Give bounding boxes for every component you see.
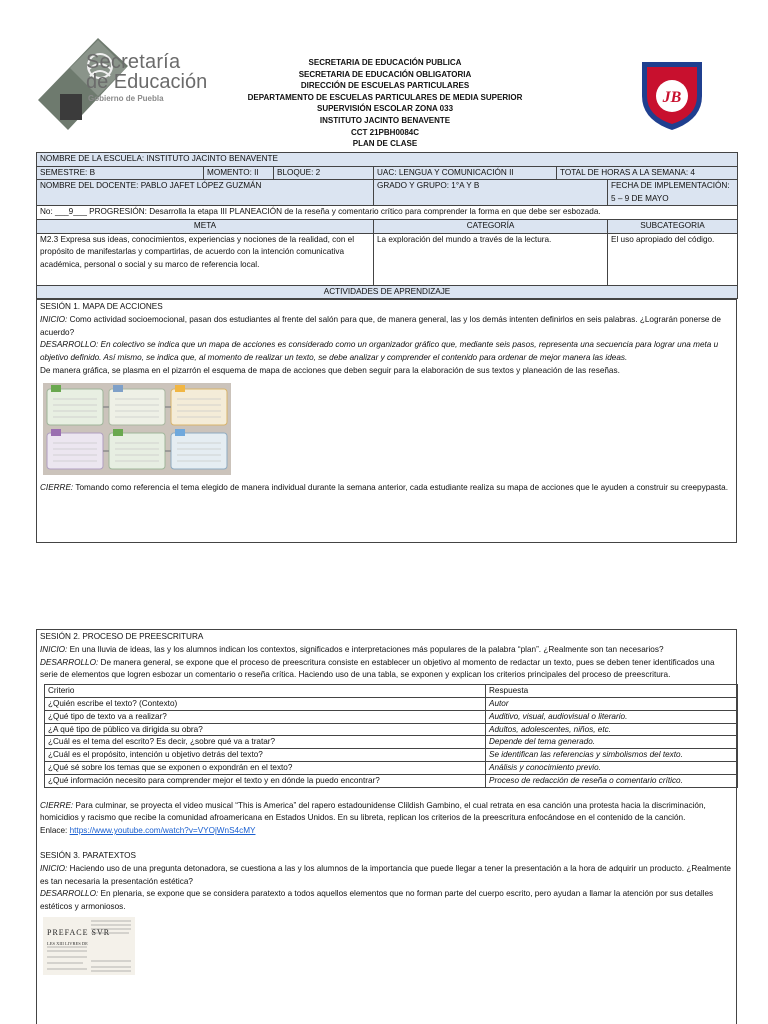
criteria-cell: ¿Cuál es el propósito, intención u objetivo detrás del texto? xyxy=(45,749,486,762)
block: BLOQUE: 2 xyxy=(274,166,374,180)
session3-title: SESIÓN 3. PARATEXTOS xyxy=(40,850,137,860)
session2-block xyxy=(36,629,737,1024)
session2-desarrollo xyxy=(40,657,733,683)
cierre-text: Para culminar, se proyecta el video musical “This is America” del rapero estadounidense Clildish Gambino, el cual retrata en esa canción una protesta hacia la discriminación, homicidios y racismo que recibe la comunidad afroamericana en Estados Unidos. En su libreta, replican los criterios de la preescritura enfocándose en el contenido de la canción. xyxy=(40,800,706,823)
header-line: DEPARTAMENTO DE ESCUELAS PARTICULARES DE MEDIA SUPERIOR xyxy=(247,92,523,102)
desarrollo-label: DESARROLLO: xyxy=(40,340,99,350)
session3-inicio xyxy=(40,863,733,889)
inicio-text: En una lluvia de ideas, las y los alumnos indican los contextos, significados e interpretaciones más populares de la palabra “plan”. ¿Realmente son tan necesarios? xyxy=(67,644,664,654)
response-cell: Autor xyxy=(486,697,738,710)
criteria-header: Criterio xyxy=(45,685,486,698)
category-text: La exploración del mundo a través de la lectura. xyxy=(374,233,608,285)
criteria-cell: ¿Qué información necesito para comprender mejor el texto y en dónde la puedo encontrar? xyxy=(45,774,486,787)
inicio-label: INICIO: xyxy=(40,644,68,654)
criteria-cell: ¿Qué sé sobre los temas que se exponen o expondrán en el texto? xyxy=(45,761,486,774)
category-header: CATEGORÍA xyxy=(374,219,608,233)
progression: No: ___9___ PROGRESIÓN: Desarrolla la etapa III PLANEACIÓN de la reseña y comentario crítico para comprender la forma en que debe ser esbozada. xyxy=(37,206,738,220)
plan-info-table xyxy=(36,152,738,299)
subcategory-header: SUBCATEGORIA xyxy=(608,219,738,233)
response-header: Respuesta xyxy=(486,685,738,698)
logo-subtitle: Gobierno de Puebla xyxy=(88,94,164,103)
cierre-label: CIERRE: xyxy=(40,482,74,492)
table-row xyxy=(45,697,738,710)
semester: SEMESTRE: B xyxy=(37,166,204,180)
teacher-name: NOMBRE DEL DOCENTE: PABLO JAFET LÓPEZ GUZMÁN xyxy=(37,180,374,206)
logo-title-line2: de Educación xyxy=(86,71,208,93)
desarrollo-text: En colectivo se indica que un mapa de acciones es considerado como un organizador gráfico que, mediante seis pasos, representa una secuencia para lograr una meta u objetivo definido. Así mismo, se indica que, al momento de realizar un texto, se debe analizar y comprender el contenido para ordenar de mejor manera las ideas. xyxy=(40,340,719,363)
meta-header: META xyxy=(37,219,374,233)
grade-group: GRADO Y GRUPO: 1°A Y B xyxy=(374,180,608,206)
table-row xyxy=(45,774,738,787)
total-hours: TOTAL DE HORAS A LA SEMANA: 4 xyxy=(557,166,738,180)
svg-text:JB: JB xyxy=(662,89,682,106)
link-label: Enlace: xyxy=(40,826,70,836)
criteria-table xyxy=(44,684,738,787)
school-name: NOMBRE DE LA ESCUELA: INSTITUTO JACINTO BENAVENTE xyxy=(37,153,738,167)
header-line: INSTITUTO JACINTO BENAVENTE xyxy=(319,115,451,125)
response-cell: Análisis y conocimiento previo. xyxy=(486,761,738,774)
response-cell: Auditivo, visual, audiovisual o literario. xyxy=(486,710,738,723)
inicio-label: INICIO: xyxy=(40,314,68,324)
paratext-book-image xyxy=(43,917,135,975)
table-row xyxy=(45,736,738,749)
header-line: CCT 21PBH0084C xyxy=(350,127,420,137)
criteria-cell: ¿A qué tipo de público va dirigida su obra? xyxy=(45,723,486,736)
header-line: SUPERVISIÓN ESCOLAR ZONA 033 xyxy=(316,104,454,114)
inicio-label: INICIO: xyxy=(40,863,68,873)
session2-link-line xyxy=(40,825,733,838)
book-title: PREFACE SVR xyxy=(47,927,111,937)
meta-text: M2.3 Expresa sus ideas, conocimientos, experiencias y nociones de la realidad, con el propósito de manifestarlas y compartirlas, de acuerdo con la intención comunicativa académica, personal o social y su marco de referencia local. xyxy=(37,233,374,285)
table-row xyxy=(45,761,738,774)
session3-desarrollo xyxy=(40,888,733,914)
desarrollo-label: DESARROLLO: xyxy=(40,657,99,667)
criteria-cell: ¿Quién escribe el texto? (Contexto) xyxy=(45,697,486,710)
session2-title: SESIÓN 2. PROCESO DE PREESCRITURA xyxy=(40,632,204,641)
session1-grafica: De manera gráfica, se plasma en el pizarrón el esquema de mapa de acciones que deben seguir para la elaboración de sus textos y planeación de las reseñas. xyxy=(40,365,620,375)
inicio-text: Haciendo uso de una pregunta detonadora, se cuestiona a las y los alumnos de la importancia que puede llegar a tener la presentación a la hora de adquirir un producto. ¿Realmente es tan necesaria la presentación estética? xyxy=(40,863,731,886)
date-value: 5 – 9 DE MAYO xyxy=(611,193,669,203)
inicio-text: Como actividad socioemocional, pasan dos estudiantes al frente del salón para que, de manera general, las y los demás intenten definirlos en seis palabras. ¿Lograrán ponerse de acuerdo? xyxy=(40,314,721,337)
institute-shield-logo xyxy=(640,58,704,132)
session1-cierre xyxy=(40,482,733,495)
implementation-date xyxy=(608,180,738,206)
uac: UAC: LENGUA Y COMUNICACIÓN II xyxy=(374,166,557,180)
document-header xyxy=(0,0,768,152)
moment: MOMENTO: II xyxy=(204,166,274,180)
cierre-label: CIERRE: xyxy=(40,800,74,810)
session1-desarrollo xyxy=(40,339,733,365)
response-cell: Proceso de redacción de reseña o comentario crítico. xyxy=(486,774,738,787)
logo-title-line1: Secretaría xyxy=(86,51,181,73)
session2-inicio xyxy=(40,644,733,657)
subcategory-text: El uso apropiado del código. xyxy=(608,233,738,285)
header-line: SECRETARIA DE EDUCACIÓN OBLIGATORIA xyxy=(298,69,472,79)
date-label: FECHA DE IMPLEMENTACIÓN: xyxy=(611,181,730,191)
header-line: SECRETARIA DE EDUCACIÓN PUBLICA xyxy=(308,58,462,67)
session2-cierre xyxy=(40,800,733,826)
session1-block xyxy=(36,299,737,543)
table-row xyxy=(45,723,738,736)
book-subtitle: LES XIII LIVRES DE xyxy=(47,940,88,946)
table-row xyxy=(45,710,738,723)
desarrollo-text: De manera general, se expone que el proceso de preescritura consiste en establecer un objetivo al momento de redactar un texto, pues se deben tener identificados una serie de elementos que logren esbozar un comentario o reseña crítica. Haciendo uso de una tabla, se exponen y explican los criterios principales del proceso de preescritura. xyxy=(40,657,715,680)
response-cell: Se identifican las referencias y simbolismos del texto. xyxy=(486,749,738,762)
table-row xyxy=(45,749,738,762)
desarrollo-label: DESARROLLO: xyxy=(40,889,99,899)
desarrollo-text: En plenaria, se expone que se considera paratexto a todos aquellos elementos que no forman parte del cuerpo escrito, pero ayudan a llamar la atención por sus detalles estéticos y armoniosos. xyxy=(40,889,714,912)
header-line: PLAN DE CLASE xyxy=(352,139,418,149)
header-institution-block xyxy=(230,57,540,150)
youtube-link[interactable]: https://www.youtube.com/watch?v=VYOjWnS4cMY xyxy=(69,826,256,836)
response-cell: Depende del tema generado. xyxy=(486,736,738,749)
session1-title: SESIÓN 1. MAPA DE ACCIONES xyxy=(40,302,163,311)
criteria-cell: ¿Cuál es el tema del escrito? Es decir, ¿sobre qué va a tratar? xyxy=(45,736,486,749)
cierre-text: Tomando como referencia el tema elegido de manera individual durante la semana anterior, cada estudiante realiza su mapa de acciones que le ayuden a construir su creepypasta. xyxy=(73,482,729,492)
action-map-photo xyxy=(43,383,231,475)
activities-title: ACTIVIDADES DE APRENDIZAJE xyxy=(37,285,738,299)
header-line: DIRECCIÓN DE ESCUELAS PARTICULARES xyxy=(300,81,470,91)
response-cell: Adultos, adolescentes, niños, etc. xyxy=(486,723,738,736)
session1-inicio xyxy=(40,314,733,340)
criteria-cell: ¿Qué tipo de texto va a realizar? xyxy=(45,710,486,723)
book-page-lines xyxy=(43,917,135,975)
